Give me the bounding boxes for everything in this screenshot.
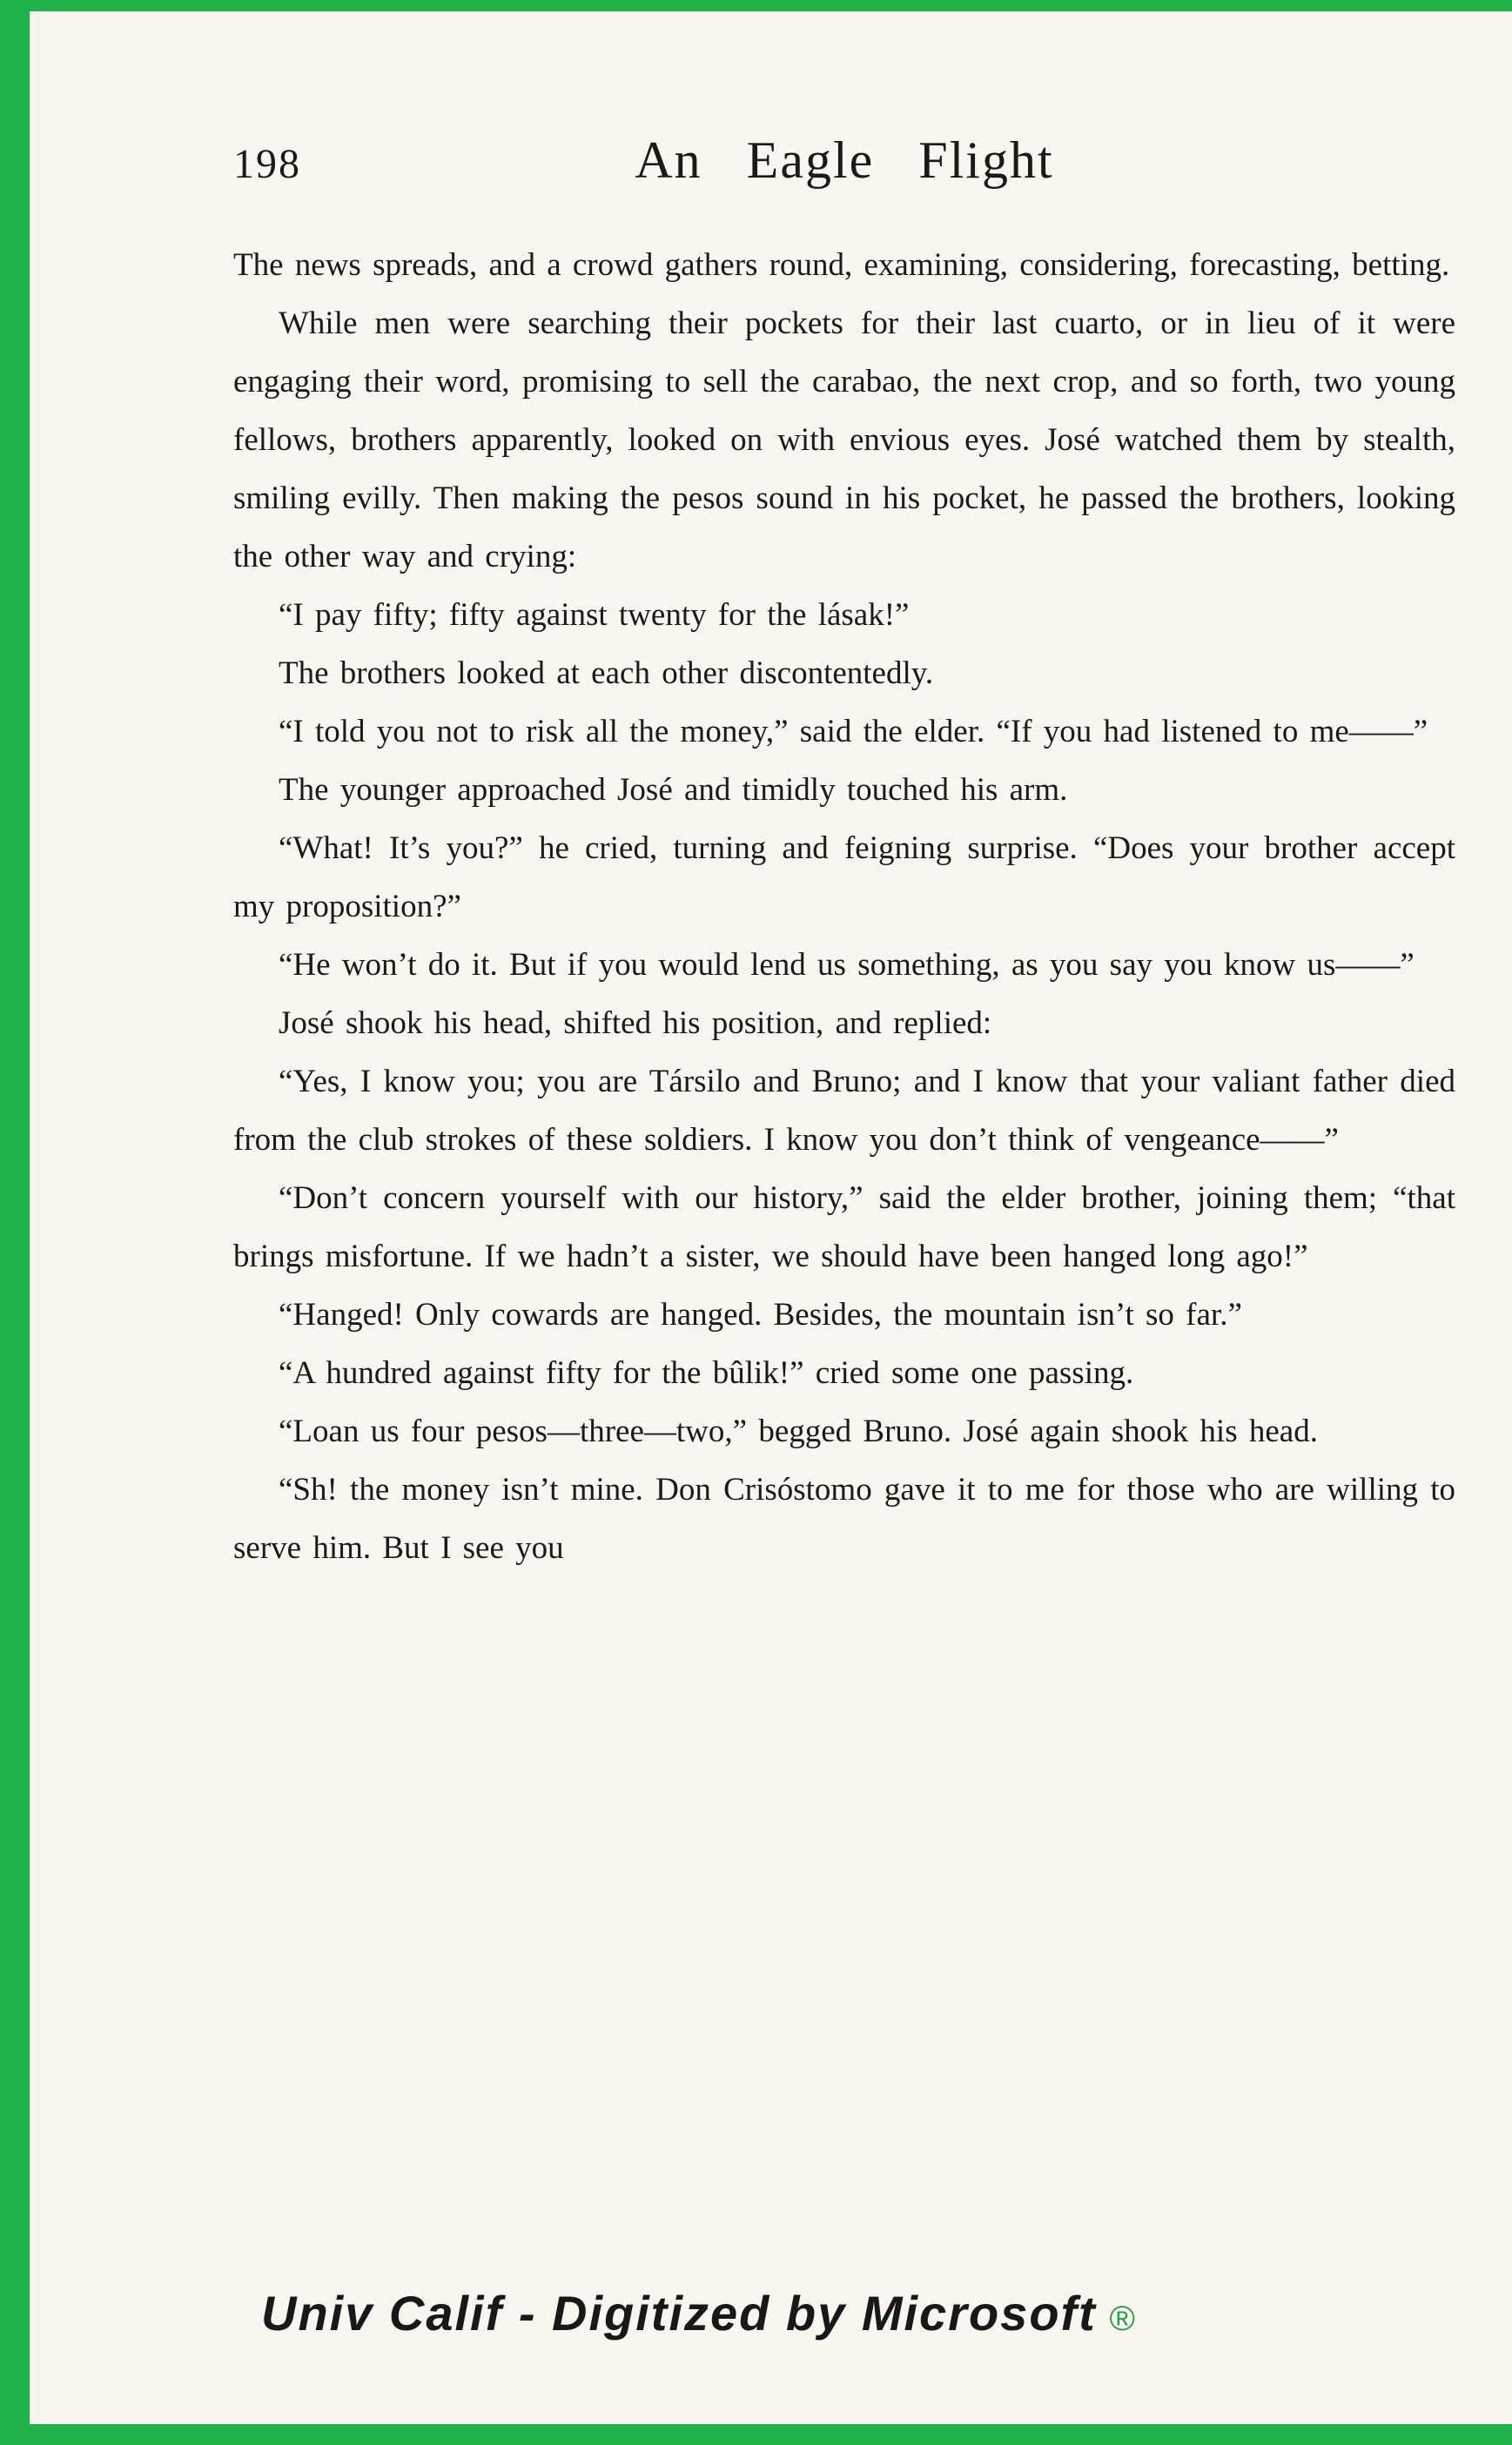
- page-number: 198: [233, 141, 301, 187]
- paragraph: “Hanged! Only cowards are hanged. Besides, the mountain isn’t so far.”: [279, 1297, 1242, 1333]
- page-body: [233, 236, 1455, 1577]
- paragraph: “Loan us four pesos—three—two,” begged Bruno. José again shook his head.: [279, 1414, 1318, 1449]
- book-page: [233, 131, 1455, 1577]
- scan-edge-left: [0, 0, 30, 2445]
- scan-edge-bottom: [0, 2424, 1512, 2445]
- paragraph: While men were searching their pockets for their last cuarto, or in lieu of it were engaging their word, promising to sell the carabao, the next crop, and so forth, two young fellows, brothers apparently, looked on with envious eyes. José watched them by stealth, smiling evilly. Then making the pesos sound in his pocket, he passed the brothers, looking the other way and crying:: [233, 306, 1455, 574]
- paragraph: José shook his head, shifted his position, and replied:: [279, 1005, 992, 1041]
- paragraph: “What! It’s you?” he cried, turning and feigning surprise. “Does your brother accept my proposition?”: [233, 830, 1455, 924]
- paragraph: The news spreads, and a crowd gathers round, examining, considering, forecasting, betting.: [233, 247, 1450, 283]
- page-header: [233, 131, 1455, 191]
- paragraph: The younger approached José and timidly touched his arm.: [279, 772, 1068, 808]
- paragraph: The brothers looked at each other discontentedly.: [279, 655, 934, 691]
- paragraph: “Sh! the money isn’t mine. Don Crisóstomo gave it to me for those who are willing to serve him. But I see you: [233, 1472, 1455, 1566]
- page-title: An Eagle Flight: [635, 131, 1054, 189]
- paragraph: “A hundred against fifty for the bûlik!” cried some one passing.: [279, 1355, 1134, 1391]
- paragraph: “I pay fifty; fifty against twenty for the lásak!”: [279, 597, 910, 633]
- paragraph: “I told you not to risk all the money,” said the elder. “If you had listened to me——”: [279, 714, 1428, 749]
- paragraph: “He won’t do it. But if you would lend us something, as you say you know us——”: [279, 947, 1415, 983]
- paragraph: “Yes, I know you; you are Társilo and Bruno; and I know that your valiant father died from the club strokes of these soldiers. I know you don’t think of vengeance——”: [233, 1064, 1455, 1158]
- digitization-watermark: [261, 2285, 1306, 2341]
- paragraph: “Don’t concern yourself with our history,” said the elder brother, joining them; “that brings misfortune. If we hadn’t a sister, we should have been hanged long ago!”: [233, 1180, 1455, 1274]
- registered-mark-icon: ®: [1108, 2300, 1137, 2338]
- scan-edge-top: [0, 0, 1512, 11]
- watermark-text: Univ Calif - Digitized by Microsoft: [261, 2286, 1097, 2341]
